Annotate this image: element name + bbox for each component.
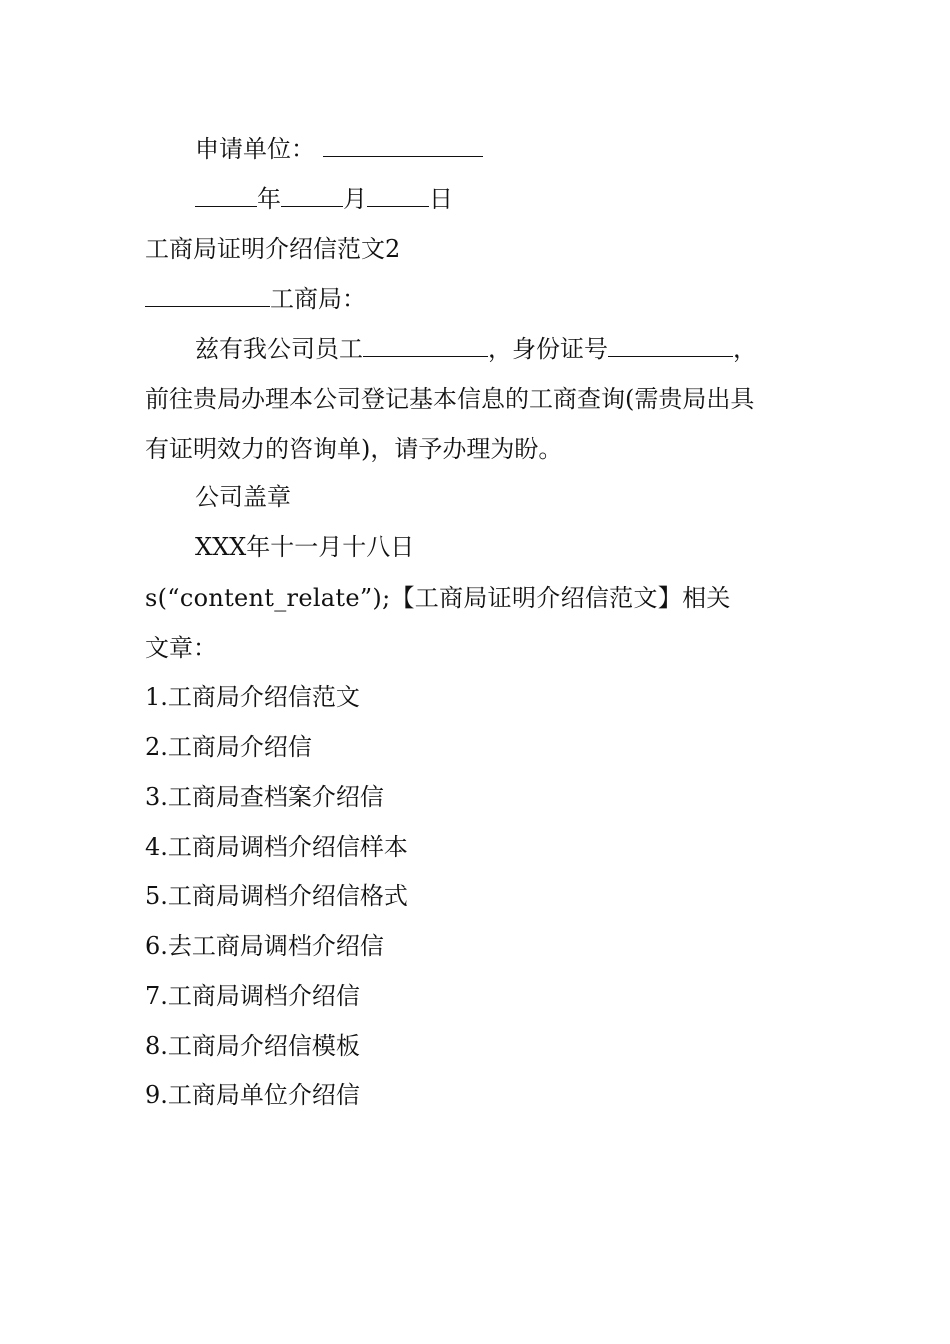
year-blank	[195, 184, 257, 207]
related-link-7[interactable]: 7.工商局调档介绍信	[145, 982, 360, 1010]
related-link-5[interactable]: 5.工商局调档介绍信格式	[145, 882, 408, 910]
body-part-1: 兹有我公司员工	[195, 335, 363, 363]
section-title: 工商局证明介绍信范文2	[145, 235, 401, 263]
recipient-line	[145, 284, 810, 314]
body-line-2: 前往贵局办理本公司登记基本信息的工商查询(需贵局出具	[145, 385, 755, 413]
employee-name-blank	[363, 334, 488, 357]
body-line-1	[195, 334, 810, 364]
related-link-8[interactable]: 8.工商局介绍信模板	[145, 1032, 360, 1060]
related-link-1[interactable]: 1.工商局介绍信范文	[145, 683, 360, 711]
applicant-line	[195, 134, 860, 164]
related-link-2[interactable]: 2.工商局介绍信	[145, 733, 312, 761]
related-link-4[interactable]: 4.工商局调档介绍信样本	[145, 833, 408, 861]
month-blank	[281, 184, 343, 207]
date-year-label: 年	[257, 185, 281, 213]
related-heading-line-1: s(“content_relate”);【工商局证明介绍信范文】相关	[145, 584, 731, 612]
recipient-blank	[145, 284, 270, 307]
body-part-3: ，	[733, 335, 757, 363]
sign-date: XXX年十一月十八日	[195, 533, 415, 561]
related-heading-line-2: 文章：	[145, 634, 217, 662]
recipient-suffix: 工商局：	[270, 285, 366, 313]
company-seal: 公司盖章	[195, 483, 291, 511]
body-part-2: ，身份证号	[488, 335, 608, 363]
body-line-3: 有证明效力的咨询单)，请予办理为盼。	[145, 435, 563, 463]
related-link-3[interactable]: 3.工商局查档案介绍信	[145, 783, 384, 811]
date-line	[195, 184, 860, 214]
day-blank	[367, 184, 429, 207]
related-link-9[interactable]: 9.工商局单位介绍信	[145, 1081, 360, 1109]
date-month-label: 月	[343, 185, 367, 213]
applicant-label: 申请单位：	[195, 135, 315, 163]
id-number-blank	[608, 334, 733, 357]
date-day-label: 日	[429, 185, 453, 213]
related-link-6[interactable]: 6.去工商局调档介绍信	[145, 932, 384, 960]
applicant-blank	[323, 134, 483, 157]
